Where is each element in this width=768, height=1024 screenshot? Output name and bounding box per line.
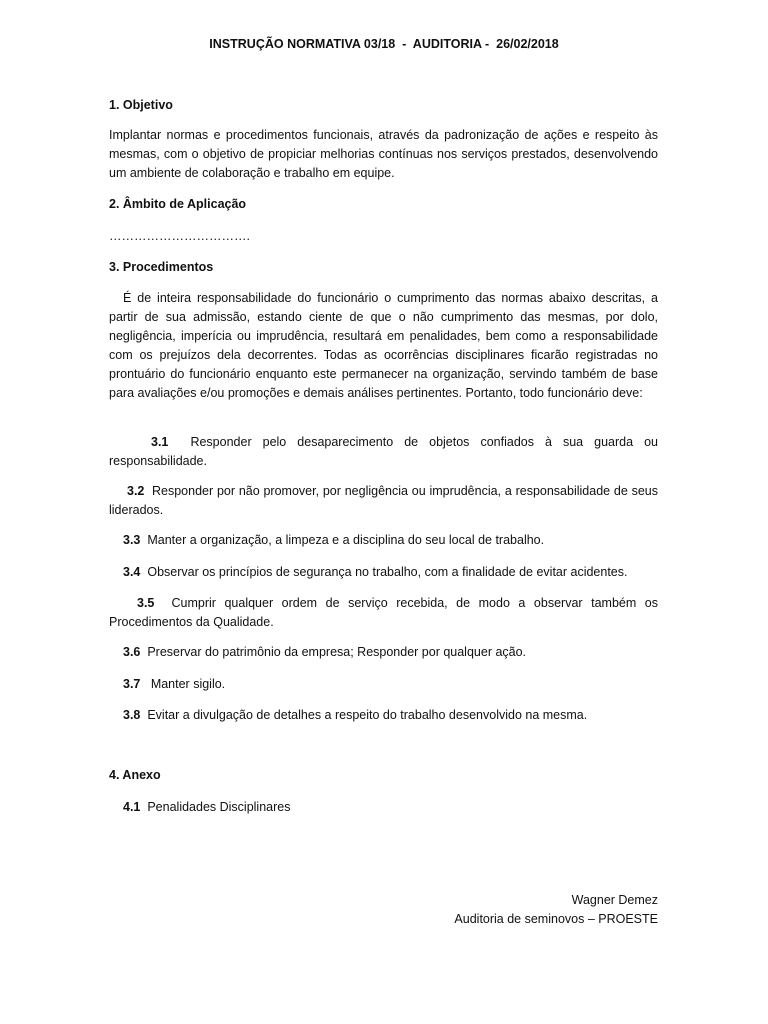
procedure-item (109, 482, 658, 520)
section-objetivo-heading: 1. Objetivo (109, 98, 173, 112)
section-ambito-placeholder: ……………………………. (109, 229, 250, 243)
procedure-item-number: 3.8 (123, 708, 141, 722)
procedure-item-number: 3.6 (123, 645, 141, 659)
section-procedimentos-intro: É de inteira responsabilidade do funcionário o cumprimento das normas abaixo descritas, a partir de sua admissão, estando ciente de que o não cumprimento das mesmas, por dolo, negligência, imperícia ou imprudência, resultará em penalidades, bem como a responsabilidade com os prejuízos dela decorrentes. Todas as ocorrências disciplinares ficarão registradas no prontuário do funcionário enquanto este permanecer na organização, servindo também de base para avaliações e/ou promoções e demais análises pertinentes. Portanto, todo funcionário deve: (109, 291, 658, 400)
procedure-item (109, 433, 658, 471)
signature-role: Auditoria de seminovos – PROESTE (454, 912, 658, 926)
procedure-item-text: Cumprir qualquer ordem de serviço recebida, de modo a observar também os Procedimentos da Qualidade. (109, 596, 658, 629)
procedure-item (123, 531, 658, 550)
procedure-item-number: 3.7 (123, 677, 141, 691)
procedure-item-text: Responder por não promover, por negligência ou imprudência, a responsabilidade de seus liderados. (109, 484, 659, 517)
procedure-item-text: Manter sigilo. (150, 677, 226, 691)
procedure-item (123, 563, 658, 582)
signature-name: Wagner Demez (571, 893, 658, 907)
anexo-item (123, 798, 658, 817)
section-ambito-heading: 2. Âmbito de Aplicação (109, 197, 247, 211)
section-anexo-heading: 4. Anexo (109, 768, 161, 782)
section-procedimentos-heading: 3. Procedimentos (109, 260, 214, 274)
procedure-item (109, 594, 658, 632)
procedure-item-text: Responder pelo desaparecimento de objetos confiados à sua guarda ou responsabilidade. (109, 435, 658, 468)
procedure-item-number: 3.5 (137, 596, 155, 610)
procedure-item-text: Observar os princípios de segurança no trabalho, com a finalidade de evitar acidentes. (147, 565, 628, 579)
anexo-item-text: Penalidades Disciplinares (147, 800, 291, 814)
procedure-item-number: 3.3 (123, 533, 141, 547)
section-objetivo-text: Implantar normas e procedimentos funcionais, através da padronização de ações e respeito às mesmas, com o objetivo de propiciar melhorias contínuas nos serviços prestados, desenvolvendo um ambiente de colaboração e trabalho em equipe. (109, 128, 658, 180)
procedure-item-text: Evitar a divulgação de detalhes a respeito do trabalho desenvolvido na mesma. (147, 708, 588, 722)
document-title: INSTRUÇÃO NORMATIVA 03/18 - AUDITORIA - 26/02/2018 (209, 37, 559, 51)
procedure-item (123, 643, 658, 662)
procedure-item-number: 3.4 (123, 565, 141, 579)
procedure-item-text: Preservar do patrimônio da empresa; Responder por qualquer ação. (147, 645, 527, 659)
anexo-item-number: 4.1 (123, 800, 141, 814)
procedure-item-number: 3.2 (127, 484, 145, 498)
procedure-item (123, 675, 658, 694)
procedure-item-number: 3.1 (151, 435, 169, 449)
procedure-item-text: Manter a organização, a limpeza e a disciplina do seu local de trabalho. (147, 533, 545, 547)
procedure-item (123, 706, 658, 725)
